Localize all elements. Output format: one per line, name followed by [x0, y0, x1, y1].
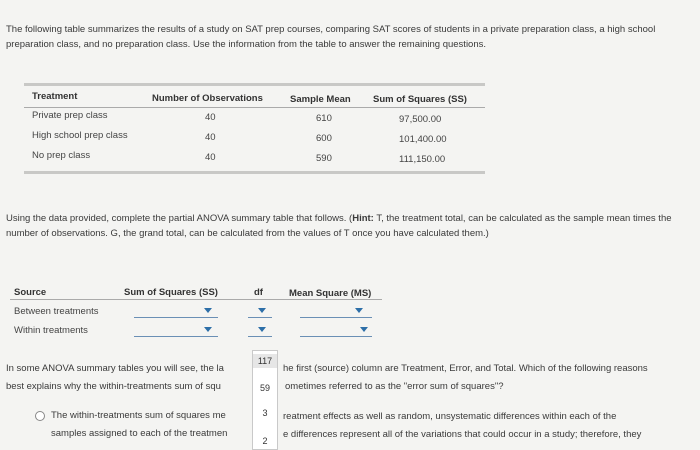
- anova-instructions: [6, 211, 696, 241]
- anova-row-between: Between treatments: [14, 306, 99, 317]
- row-sum-of-squares: 101,400.00: [399, 134, 447, 145]
- table-top-rule: [24, 83, 485, 86]
- question-line-2b: ometimes referred to as the "error sum of squares"?: [285, 381, 504, 392]
- anova-header-rule: [10, 299, 382, 300]
- question-line-1b: he first (source) column are Treatment, Error, and Total. Which of the following reasons: [283, 363, 648, 374]
- hint-label: Hint:: [352, 213, 374, 224]
- table-header-rule: [24, 107, 485, 108]
- chevron-down-icon: [355, 308, 363, 313]
- question-line-1a: In some ANOVA summary tables you will see, the la: [6, 363, 224, 374]
- df-dropdown-list: [252, 350, 278, 450]
- row-sample-mean: 600: [316, 133, 332, 144]
- row-observations: 40: [205, 152, 216, 163]
- row-treatment: Private prep class: [32, 110, 108, 121]
- header-treatment: Treatment: [32, 91, 78, 102]
- anova-header-source: Source: [14, 287, 47, 298]
- dropdown-option[interactable]: 59: [259, 383, 270, 393]
- hint-text: T, the treatment total, can be calculated as the sample mean times the number of observations. G, the grand total, can be calculated from the values of T once you have calculated them.): [6, 213, 672, 239]
- dropdown-option[interactable]: 2: [262, 436, 268, 446]
- chevron-down-icon: [204, 308, 212, 313]
- dropdown-option[interactable]: 117: [253, 354, 277, 368]
- anova-header-ss: Sum of Squares (SS): [124, 287, 218, 298]
- chevron-down-icon: [204, 327, 212, 332]
- row-observations: 40: [205, 112, 216, 123]
- dropdown-option[interactable]: 3: [262, 408, 268, 418]
- chevron-down-icon: [360, 327, 368, 332]
- header-sample-mean: Sample Mean: [290, 94, 351, 105]
- chevron-down-icon: [258, 327, 266, 332]
- option-1-radio[interactable]: [35, 411, 45, 421]
- option-1-line-2b[interactable]: e differences represent all of the variations that could occur in a study; therefore, they: [283, 429, 642, 440]
- intro-text: The following table summarizes the results of a study on SAT prep courses, comparing SAT scores of students in a private preparation class, a high school preparation class, and no preparation class. Use the information from the table to answer the remaining questions.: [6, 24, 656, 50]
- anova-header-df: df: [254, 287, 263, 298]
- row-treatment: No prep class: [32, 150, 91, 161]
- row-observations: 40: [205, 132, 216, 143]
- option-1-line-1a[interactable]: The within-treatments sum of squares me: [51, 410, 226, 421]
- option-1-line-2a[interactable]: samples assigned to each of the treatmen: [51, 428, 228, 439]
- anova-header-ms: Mean Square (MS): [289, 288, 372, 299]
- chevron-down-icon: [258, 308, 266, 313]
- row-sample-mean: 590: [316, 153, 332, 164]
- row-sum-of-squares: 97,500.00: [399, 114, 442, 125]
- instruction-text: Using the data provided, complete the partial ANOVA summary table that follows. (: [6, 213, 353, 224]
- row-sum-of-squares: 111,150.00: [399, 154, 446, 165]
- table-bottom-rule: [24, 171, 485, 174]
- header-observations: Number of Observations: [152, 93, 263, 104]
- question-line-2a: best explains why the within-treatments sum of squ: [6, 381, 221, 392]
- header-sum-of-squares: Sum of Squares (SS): [373, 94, 467, 105]
- anova-row-within: Within treatments: [14, 325, 88, 336]
- option-1-line-1b[interactable]: reatment effects as well as random, unsystematic differences within each of the: [283, 411, 617, 422]
- row-sample-mean: 610: [316, 113, 332, 124]
- row-treatment: High school prep class: [32, 130, 128, 141]
